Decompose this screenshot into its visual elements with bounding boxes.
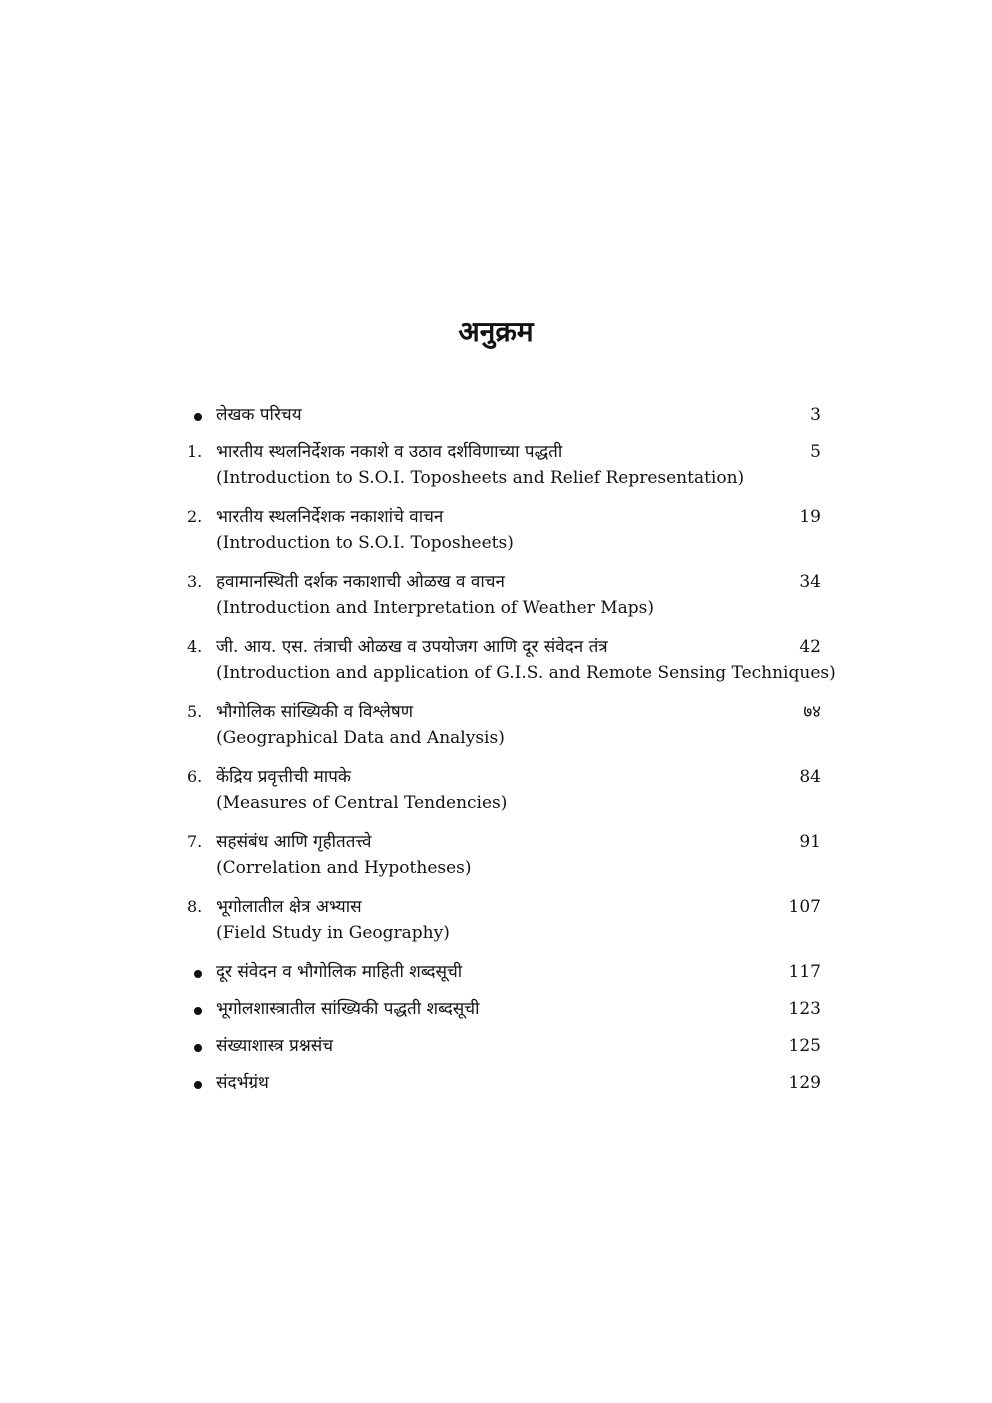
toc-entry-title: हवामानस्थिती दर्शक नकाशाची ओळख व वाचन xyxy=(216,572,505,592)
chapter-number: 4. xyxy=(187,637,203,656)
toc-page-number: 3 xyxy=(810,405,821,425)
toc-entry-title: संदर्भग्रंथ xyxy=(216,1073,269,1093)
page-title: अनुक्रम xyxy=(458,315,534,348)
toc-page-number: 42 xyxy=(799,637,821,657)
toc-entry-chapter-4[interactable] xyxy=(183,630,836,695)
chapter-number: 3. xyxy=(187,572,203,591)
toc-page-number: 84 xyxy=(799,767,821,787)
toc-entry-question-set[interactable] xyxy=(183,1029,823,1066)
toc-page-number: 107 xyxy=(788,897,821,917)
toc-entry-subtitle: (Geographical Data and Analysis) xyxy=(216,728,505,748)
chapter-number: 8. xyxy=(187,897,203,916)
toc-page-number: 117 xyxy=(788,962,821,982)
bullet-icon xyxy=(183,1029,216,1063)
toc-entry-title: भारतीय स्थलनिर्देशक नकाशे व उठाव दर्शविणाच्या पद्धती xyxy=(216,442,563,462)
chapter-number: 1. xyxy=(187,442,203,461)
toc-entry-title: भूगोलशास्त्रातील सांख्यिकी पद्धती शब्दसूची xyxy=(216,999,480,1019)
toc-entry-chapter-8[interactable] xyxy=(183,890,823,955)
toc-entry-chapter-5[interactable] xyxy=(183,695,823,760)
chapter-number: 2. xyxy=(187,507,203,526)
toc-entry-title: लेखक परिचय xyxy=(216,405,302,425)
toc-page-number: 19 xyxy=(799,507,821,527)
table-of-contents xyxy=(183,398,836,1103)
toc-entry-chapter-6[interactable] xyxy=(183,760,823,825)
toc-entry-title: सहसंबंध आणि गृहीततत्त्वे xyxy=(216,832,372,852)
toc-entry-title: भौगोलिक सांख्यिकी व विश्लेषण xyxy=(216,702,414,722)
toc-entry-subtitle: (Correlation and Hypotheses) xyxy=(216,858,472,878)
toc-entry-title: केंद्रिय प्रवृत्तीची मापके xyxy=(216,767,351,787)
toc-entry-statistics-glossary[interactable] xyxy=(183,992,823,1029)
toc-entry-chapter-2[interactable] xyxy=(183,500,823,565)
toc-entry-title: भारतीय स्थलनिर्देशक नकाशांचे वाचन xyxy=(216,507,444,527)
toc-entry-title: भूगोलातील क्षेत्र अभ्यास xyxy=(216,897,362,917)
toc-page-number: ७४ xyxy=(803,702,821,722)
toc-page-number: 129 xyxy=(788,1073,821,1093)
toc-entry-author-intro[interactable] xyxy=(183,398,823,435)
bullet-icon xyxy=(183,955,216,989)
toc-entry-remote-sensing-glossary[interactable] xyxy=(183,955,823,992)
toc-entry-title: जी. आय. एस. तंत्राची ओळख व उपयोजग आणि दूर संवेदन तंत्र xyxy=(216,637,608,657)
toc-entry-chapter-3[interactable] xyxy=(183,565,823,630)
toc-entry-title: संख्याशास्त्र प्रश्नसंच xyxy=(216,1036,334,1056)
chapter-number: 5. xyxy=(187,702,203,721)
toc-entry-subtitle: (Measures of Central Tendencies) xyxy=(216,793,508,813)
toc-page-number: 125 xyxy=(788,1036,821,1056)
toc-page-number: 91 xyxy=(799,832,821,852)
bullet-icon xyxy=(183,992,216,1026)
chapter-number: 6. xyxy=(187,767,203,786)
toc-page-number: 34 xyxy=(799,572,821,592)
toc-entry-subtitle: (Introduction and application of G.I.S. and Remote Sensing Techniques) xyxy=(216,663,836,683)
toc-entry-chapter-7[interactable] xyxy=(183,825,823,890)
toc-entry-chapter-1[interactable] xyxy=(183,435,823,500)
toc-entry-bibliography[interactable] xyxy=(183,1066,823,1103)
toc-entry-subtitle: (Introduction to S.O.I. Toposheets and Relief Representation) xyxy=(216,468,745,488)
toc-page-number: 123 xyxy=(788,999,821,1019)
toc-page-number: 5 xyxy=(810,442,821,462)
toc-entry-title: दूर संवेदन व भौगोलिक माहिती शब्दसूची xyxy=(216,962,463,982)
toc-entry-subtitle: (Introduction and Interpretation of Weather Maps) xyxy=(216,598,655,618)
bullet-icon xyxy=(183,1066,216,1100)
bullet-icon xyxy=(183,398,216,432)
toc-entry-subtitle: (Field Study in Geography) xyxy=(216,923,450,943)
toc-entry-subtitle: (Introduction to S.O.I. Toposheets) xyxy=(216,533,514,553)
chapter-number: 7. xyxy=(187,832,203,851)
